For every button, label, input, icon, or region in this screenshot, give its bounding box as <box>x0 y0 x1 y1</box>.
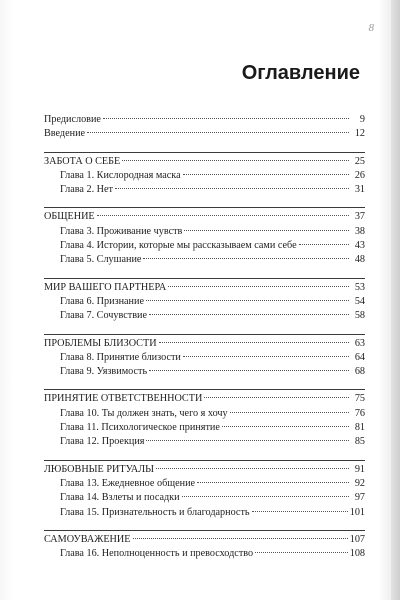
toc-entry-label: Глава 11. Психологическое принятие <box>60 422 220 434</box>
front-matter <box>44 113 365 142</box>
toc-entry-page: 31 <box>354 184 365 196</box>
toc-section-heading[interactable] <box>44 281 365 295</box>
dot-leader <box>122 160 349 161</box>
toc-chapter-entry[interactable] <box>44 491 365 505</box>
toc-section <box>44 278 365 324</box>
toc-section <box>44 389 365 449</box>
toc-chapter-entry[interactable] <box>44 421 365 435</box>
toc-chapter-entry[interactable] <box>44 183 365 197</box>
toc-entry-label: Глава 6. Признание <box>60 295 144 307</box>
toc-entry-label: МИР ВАШЕГО ПАРТНЕРА <box>44 281 167 293</box>
toc-entry-label: Глава 9. Уязвимость <box>60 366 148 378</box>
toc-entry-page: 25 <box>354 155 365 167</box>
toc-entry-page: 85 <box>354 436 365 448</box>
dot-leader <box>204 397 349 398</box>
toc-section <box>44 152 365 198</box>
toc-entry-page: 64 <box>354 351 365 363</box>
page-spine-shadow <box>391 0 400 600</box>
page-title: Оглавление <box>241 62 360 84</box>
toc-entry-page: 76 <box>354 407 365 419</box>
toc-chapter-entry[interactable] <box>44 506 365 520</box>
toc-entry-label: Глава 4. Истории, которые мы рассказываем сами себе <box>60 240 297 252</box>
page-corner-number: 8 <box>368 22 374 34</box>
toc-entry-page: 92 <box>354 477 365 489</box>
toc-section <box>44 530 365 562</box>
toc-chapter-entry[interactable] <box>44 435 365 449</box>
toc-section <box>44 207 365 267</box>
toc-chapter-entry[interactable] <box>44 407 365 421</box>
toc-sections <box>44 152 365 562</box>
toc-section-heading[interactable] <box>44 337 365 351</box>
toc-entry-label: ЛЮБОВНЫЕ РИТУАЛЫ <box>44 463 154 475</box>
toc-entry-label: Глава 1. Кислородная маска <box>60 169 181 181</box>
toc-entry-page: 37 <box>354 211 365 223</box>
dot-leader <box>183 174 349 175</box>
dot-leader <box>87 132 349 133</box>
dot-leader <box>149 370 349 371</box>
toc-entry-page: 108 <box>349 548 365 560</box>
toc-entry-label: Глава 15. Признательность и благодарность <box>60 506 250 518</box>
dot-leader <box>159 342 349 343</box>
dot-leader <box>143 258 349 259</box>
toc-entry-page: 101 <box>349 506 365 518</box>
toc-entry-page: 12 <box>354 128 365 140</box>
toc-entry-label: ОБЩЕНИЕ <box>44 211 95 223</box>
dot-leader <box>230 412 349 413</box>
toc-entry-label: Глава 13. Ежедневное общение <box>60 477 196 489</box>
toc-section-heading[interactable] <box>44 210 365 224</box>
dot-leader <box>299 244 349 245</box>
toc-section-heading[interactable] <box>44 392 365 406</box>
toc-entry-page: 53 <box>354 281 365 293</box>
dot-leader <box>156 468 349 469</box>
toc-entry-label: ПРИНЯТИЕ ОТВЕТСТВЕННОСТИ <box>44 393 203 405</box>
toc-entry-label: Глава 5. Слушание <box>60 254 142 266</box>
toc-entry-page: 58 <box>354 310 365 322</box>
toc-chapter-entry[interactable] <box>44 169 365 183</box>
toc-entry-page: 26 <box>354 169 365 181</box>
toc-chapter-entry[interactable] <box>44 477 365 491</box>
toc-entry-page: 91 <box>354 463 365 475</box>
toc-entry-label: Введение <box>44 128 86 140</box>
dot-leader <box>255 552 348 553</box>
dot-leader <box>133 538 348 539</box>
dot-leader <box>183 356 349 357</box>
toc-section-heading[interactable] <box>44 155 365 169</box>
toc-section <box>44 460 365 520</box>
toc-entry-page: 54 <box>354 295 365 307</box>
toc-entry-page: 43 <box>354 240 365 252</box>
toc-entry-page: 75 <box>354 393 365 405</box>
toc-entry-label: ПРОБЛЕМЫ БЛИЗОСТИ <box>44 337 157 349</box>
toc-chapter-entry[interactable] <box>44 253 365 267</box>
toc-entry-page: 38 <box>354 225 365 237</box>
toc-entry-preface[interactable] <box>44 113 365 127</box>
dot-leader <box>252 511 348 512</box>
dot-leader <box>222 426 349 427</box>
toc-entry-label: Глава 12. Проекция <box>60 436 145 448</box>
toc-entry-page: 63 <box>354 337 365 349</box>
toc-chapter-entry[interactable] <box>44 295 365 309</box>
dot-leader <box>184 230 349 231</box>
toc-chapter-entry[interactable] <box>44 225 365 239</box>
toc-entry-page: 81 <box>354 422 365 434</box>
toc-entry-label: Глава 8. Принятие близости <box>60 351 181 363</box>
toc-entry-page: 97 <box>354 492 365 504</box>
toc-chapter-entry[interactable] <box>44 239 365 253</box>
dot-leader <box>197 482 349 483</box>
toc-entry-page: 107 <box>349 533 365 545</box>
table-of-contents <box>44 113 365 561</box>
toc-section <box>44 334 365 380</box>
dot-leader <box>182 496 349 497</box>
dot-leader <box>149 314 349 315</box>
toc-chapter-entry[interactable] <box>44 309 365 323</box>
toc-entry-page: 48 <box>354 254 365 266</box>
toc-entry-page: 68 <box>354 366 365 378</box>
toc-section-heading[interactable] <box>44 533 365 547</box>
toc-entry-label: Глава 16. Неполноценность и превосходство <box>60 548 254 560</box>
toc-entry-label: ЗАБОТА О СЕБЕ <box>44 155 121 167</box>
dot-leader <box>115 188 349 189</box>
dot-leader <box>146 440 349 441</box>
toc-chapter-entry[interactable] <box>44 365 365 379</box>
toc-entry-label: Предисловие <box>44 114 101 125</box>
dot-leader <box>146 300 349 301</box>
toc-entry-label: Глава 7. Сочувствие <box>60 310 148 322</box>
toc-section-heading[interactable] <box>44 463 365 477</box>
toc-entry-page: 9 <box>359 114 365 125</box>
dot-leader <box>97 215 349 216</box>
toc-entry-label: Глава 3. Проживание чувств <box>60 225 183 237</box>
toc-entry-label: Глава 10. Ты должен знать, чего я хочу <box>60 407 228 419</box>
toc-entry-label: Глава 14. Взлеты и посадки <box>60 492 180 504</box>
toc-entry-label: САМОУВАЖЕНИЕ <box>44 533 131 545</box>
toc-chapter-entry[interactable] <box>44 351 365 365</box>
toc-entry-introduction[interactable] <box>44 127 365 141</box>
dot-leader <box>168 286 349 287</box>
toc-chapter-entry[interactable] <box>44 547 365 561</box>
dot-leader <box>103 118 349 119</box>
toc-entry-label: Глава 2. Нет <box>60 184 113 196</box>
